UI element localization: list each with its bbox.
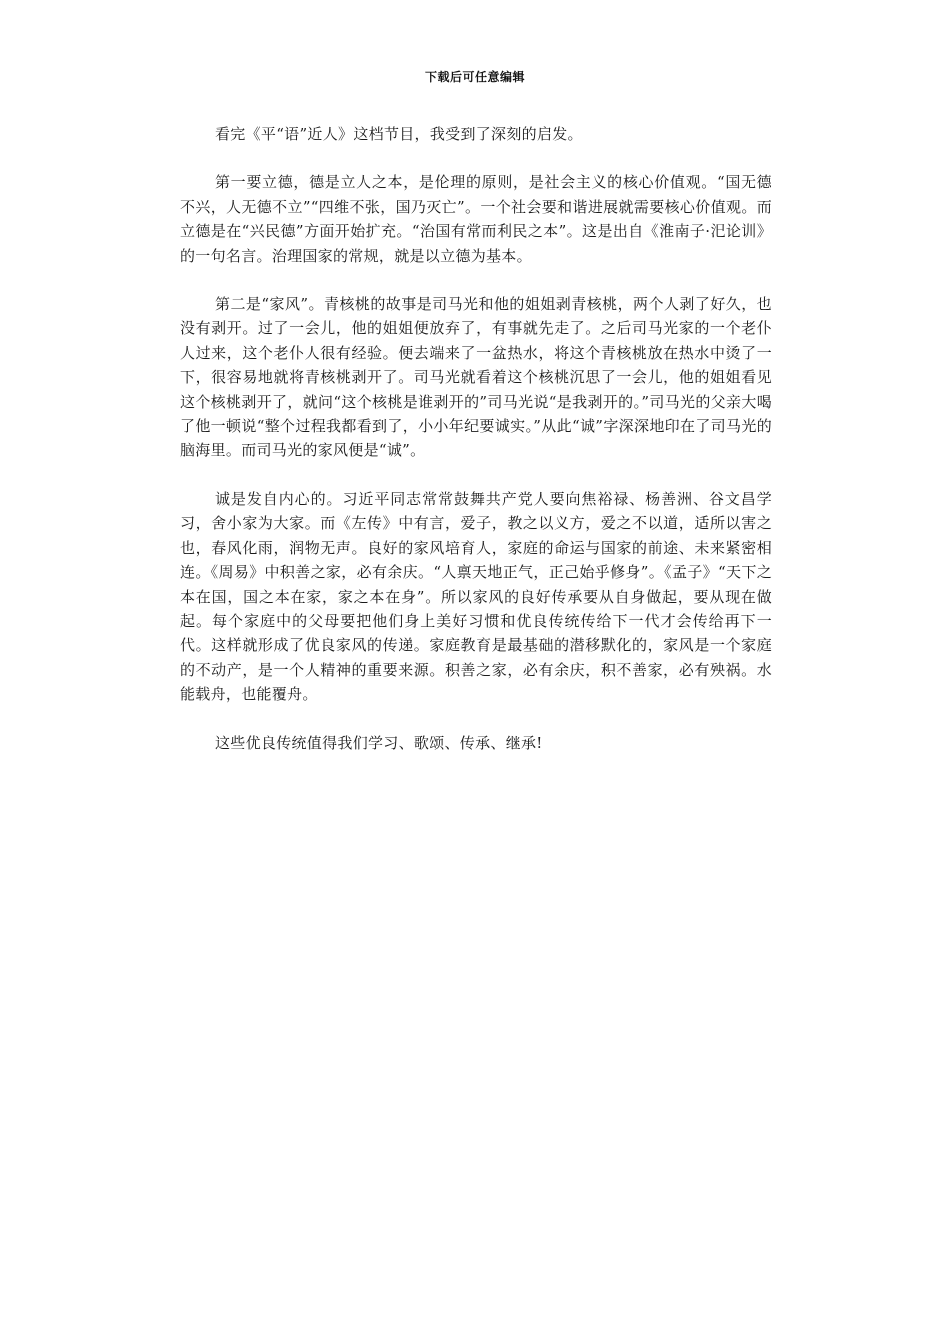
paragraph-intro: 看完《平“语”近人》这档节目，我受到了深刻的启发。 — [215, 125, 583, 143]
paragraph-virtue: 第一要立德，德是立人之本，是伦理的原则，是社会主义的核心价值观。“国无德不兴，人无德不立”“四维不张，国乃灭亡”。一个社会要和谐进展就需要核心价值观。而立德是在“兴民德”方面开始扩充。“治国有常而利民之本”。这是出自《淮南子·汜论训》的一句名言。治理国家的常规，就是以立德为基本。 — [180, 173, 772, 265]
page-header: 下载后可任意编辑 — [424, 70, 525, 84]
paragraph-sincerity: 诚是发自内心的。习近平同志常常鼓舞共产党人要向焦裕禄、杨善洲、谷文昌学习，舍小家为大家。而《左传》中有言，爱子，教之以义方，爱之不以道，适所以害之也，春风化雨，润物无声。良好的家风培育人，家庭的命运与国家的前途、未来紧密相连。《周易》中积善之家，必有余庆。“人禀天地正气，正己始乎修身”。《孟子》“天下之本在国，国之本在家，家之本在身”。所以家风的良好传承要从自身做起，要从现在做起。每个家庭中的父母要把他们身上美好习惯和优良传统传给下一代才会传给再下一代。这样就形成了优良家风的传递。家庭教育是最基础的潜移默化的，家风是一个家庭的不动产，是一个人精神的重要来源。积善之家，必有余庆，积不善家，必有殃祸。水能载舟，也能覆舟。 — [180, 489, 772, 704]
paragraph-family-style: 第二是“家风”。青核桃的故事是司马光和他的姐姐剥青核桃，两个人剥了好久，也没有剥开。过了一会儿，他的姐姐便放弃了，有事就先走了。之后司马光家的一个老仆人过来，这个老仆人很有经验。便去端来了一盆热水，将这个青核桃放在热水中烫了一下，很容易地就将青核桃剥开了。司马光就看着这个核桃沉思了一会儿，他的姐姐看见这个核桃剥开了，就问“这个核桃是谁剥开的”司马光说“是我剥开的。”司马光的父亲大喝了他一顿说“整个过程我都看到了，小小年纪要诚实。”从此“诚”字深深地印在了司马光的脑海里。而司马光的家风便是“诚”。 — [180, 295, 772, 460]
document-body — [180, 122, 772, 779]
paragraph-conclusion: 这些优良传统值得我们学习、歌颂、传承、继承! — [215, 733, 543, 752]
